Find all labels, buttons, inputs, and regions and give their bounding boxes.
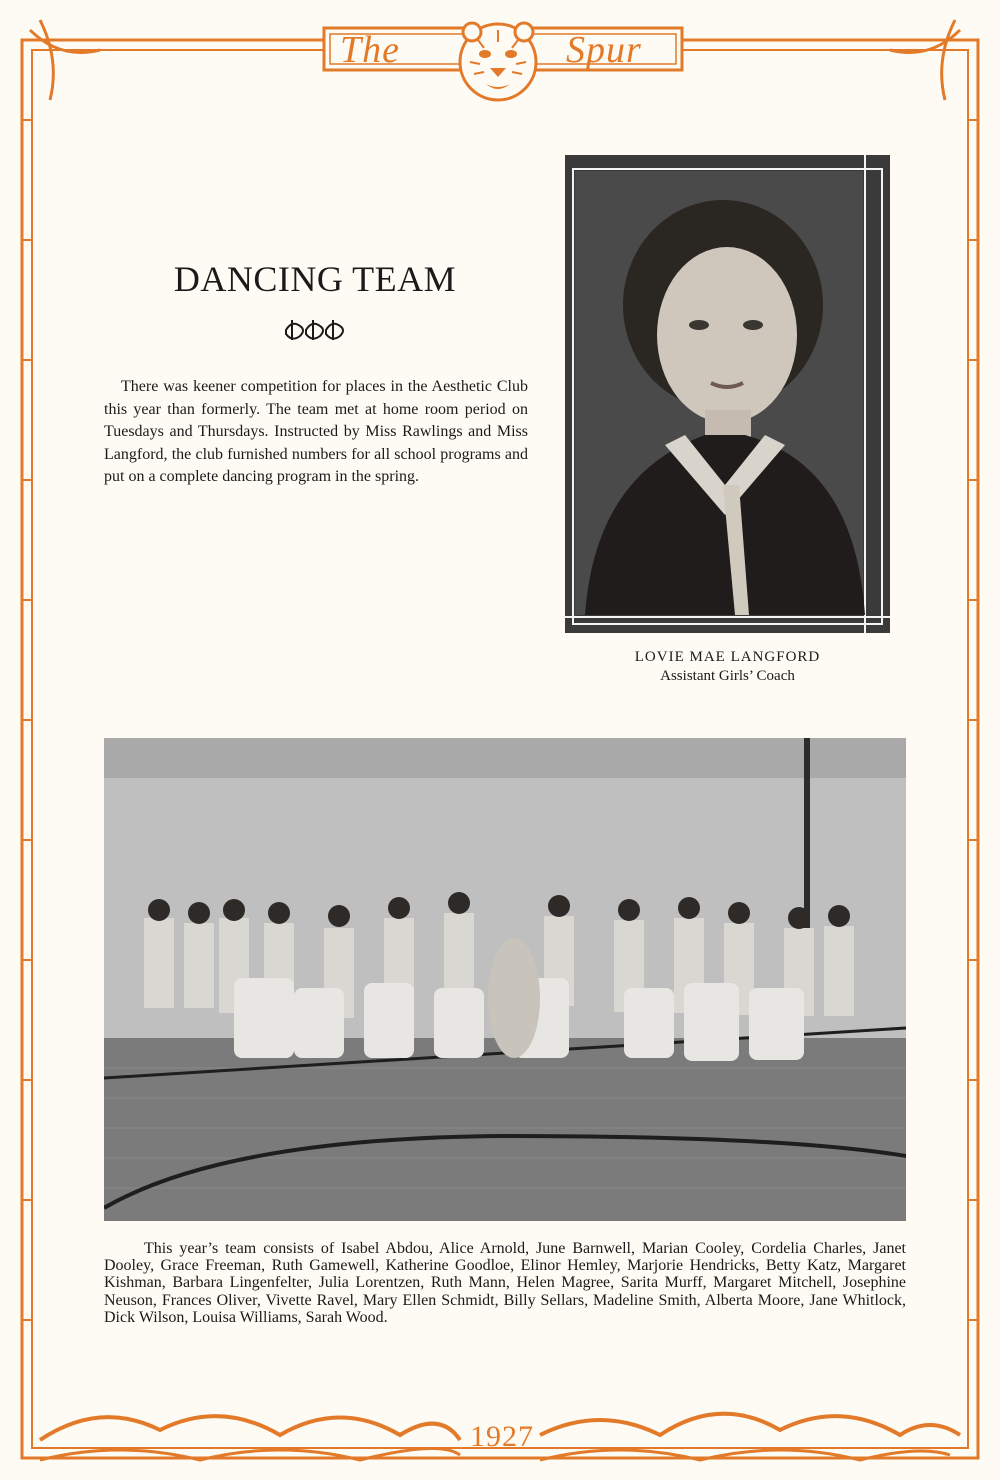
header-word-the: The	[340, 29, 400, 71]
team-roster-caption: This year’s team consists of Isabel Abdou, Alice Arnold, June Barnwell, Marian Cooley, Cordelia Charles, Janet Dooley, Grace Freeman, Ruth Gamewell, Katherine Goodloe, Elinor Hemley, Marjorie Hendricks, Betty Katz, Margaret Kishman, Barbara Lingenfelter, Julia Lorentzen, Ruth Mann, Helen Magree, Sarita Murff, Margaret Mitchell, Josephine Neuson, Frances Oliver, Vivette Ravel, Mary Ellen Schmidt, Billy Sellars, Madeline Smith, Alberta Moore, Jane Whitlock, Dick Wilson, Louisa Williams, Sarah Wood.	[104, 1240, 906, 1326]
fleuron-icon	[282, 316, 348, 344]
header-word-spur: Spur	[566, 29, 642, 71]
footer-year: 1927	[470, 1420, 534, 1453]
header-cartouche	[318, 18, 688, 80]
page-title: DANCING TEAM	[173, 259, 457, 299]
portrait-role: Assistant Girls’ Coach	[660, 668, 795, 684]
team-photo	[104, 738, 906, 1221]
tiger-head-icon	[448, 12, 548, 112]
portrait-caption	[565, 648, 890, 686]
intro-paragraph: There was keener competition for places in the Aesthetic Club this year than formerly. The team met at home room period on Tuesdays and Thursdays. Instructed by Miss Rawlings and Miss Langford, the club furnished numbers for all school programs and put on a complete dancing program in the spring.	[104, 378, 528, 486]
portrait-name: LOVIE MAE LANGFORD	[634, 649, 821, 665]
portrait-photo	[565, 155, 890, 633]
